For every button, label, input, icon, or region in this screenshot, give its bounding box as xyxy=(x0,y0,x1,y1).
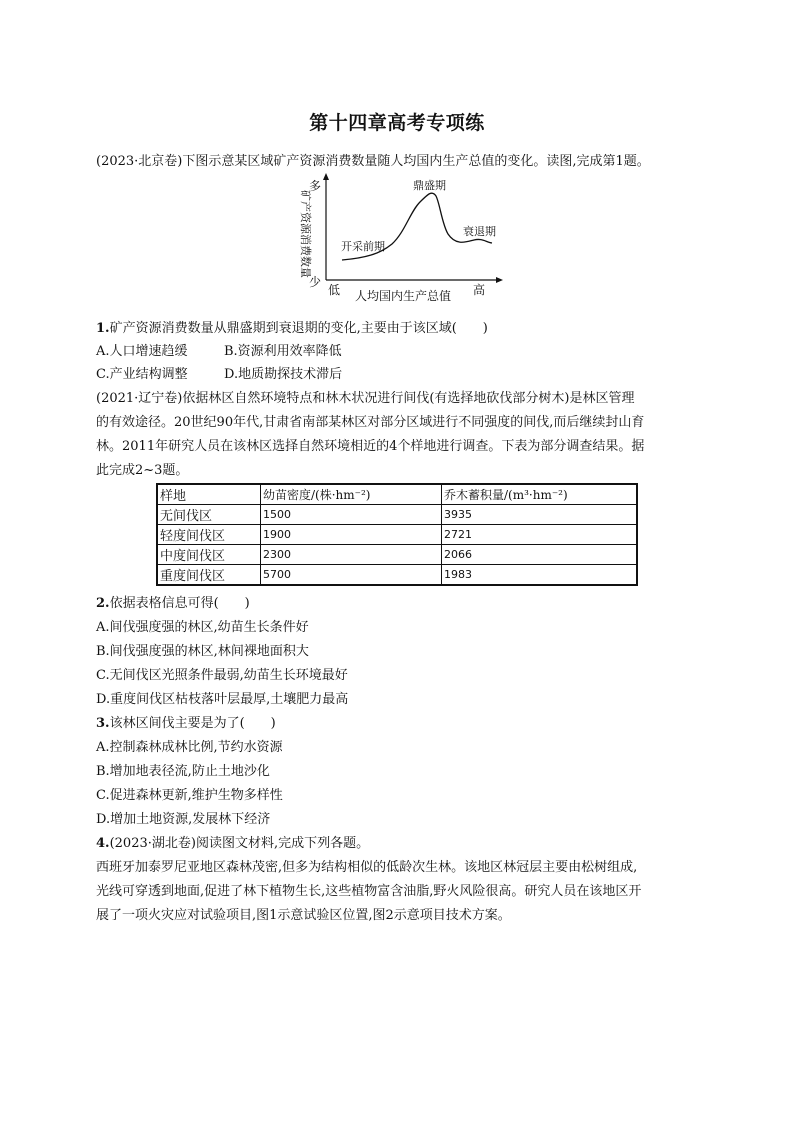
question-4 xyxy=(96,832,369,851)
table-cell-site: 轻度间伐区 xyxy=(157,525,261,545)
intro-q2-3-line-1: (2021·辽宁卷)依据林区自然环境特点和林木状况进行间伐(有选择地砍伐部分树木)是林区管理 xyxy=(96,391,635,406)
question-3 xyxy=(96,712,276,731)
table-header-seedling: 幼苗密度/(株·hm⁻²) xyxy=(261,484,442,505)
question-4-stem: (2023·湖北卷)阅读图文材料,完成下列各题。 xyxy=(109,836,370,851)
table-cell-seedling: 1900 xyxy=(261,525,442,545)
chart-label-stage3: 衰退期 xyxy=(463,225,496,238)
q3-option-c[interactable]: C.促进森林更新,维护生物多样性 xyxy=(96,788,283,803)
q3-option-d[interactable]: D.增加土地资源,发展林下经济 xyxy=(96,812,271,827)
q2-option-a[interactable]: A.间伐强度强的林区,幼苗生长条件好 xyxy=(96,620,309,635)
chart-y-arrow xyxy=(323,173,329,180)
q3-option-a[interactable]: A.控制森林成林比例,节约水资源 xyxy=(96,740,283,755)
question-3-stem: 该林区间伐主要是为了( ) xyxy=(109,716,276,731)
q1-option-a[interactable]: A.人口增速趋缓 xyxy=(96,344,188,359)
chart-xlabel: 人均国内生产总值 xyxy=(355,289,452,303)
question-4-number: 4. xyxy=(96,836,110,851)
q1-options-row-1 xyxy=(96,340,342,359)
question-3-number: 3. xyxy=(96,716,110,731)
table-cell-seedling: 5700 xyxy=(261,565,442,586)
table-header-row xyxy=(157,484,637,505)
table-row xyxy=(157,545,637,565)
question-2-number: 2. xyxy=(96,596,110,611)
chart-label-stage2: 鼎盛期 xyxy=(413,179,446,192)
table-cell-seedling: 1500 xyxy=(261,505,442,525)
q4-passage-line-1: 西班牙加泰罗尼亚地区森林茂密,但多为结构相似的低龄次生林。该地区林冠层主要由松树组成, xyxy=(96,860,638,875)
question-2 xyxy=(96,592,250,611)
table-cell-volume: 3935 xyxy=(442,505,638,525)
q2-option-c[interactable]: C.无间伐区光照条件最弱,幼苗生长环境最好 xyxy=(96,668,348,683)
q4-passage-line-3: 展了一项火灾应对试验项目,图1示意试验区位置,图2示意项目技术方案。 xyxy=(96,908,511,923)
intro-q2-3-line-2: 的有效途径。20世纪90年代,甘肃省南部某林区对部分区域进行不同强度的间伐,而后继续封山育 xyxy=(96,415,645,430)
chart-label-stage1: 开采前期 xyxy=(341,240,385,253)
q1-option-d[interactable]: D.地质勘探技术滞后 xyxy=(224,367,343,382)
intro-q2-3-line-4: 此完成2~3题。 xyxy=(96,463,189,478)
table-cell-volume: 2066 xyxy=(442,545,638,565)
question-1 xyxy=(96,317,488,336)
q1-option-c[interactable]: C.产业结构调整 xyxy=(96,367,188,382)
chart-y-high: 多 xyxy=(309,179,322,193)
table-row xyxy=(157,565,637,586)
q1-options-row-2 xyxy=(96,363,342,382)
q4-passage-line-2: 光线可穿透到地面,促进了林下植物生长,这些植物富含油脂,野火风险很高。研究人员在该地区开 xyxy=(96,884,642,899)
chart-x-low: 低 xyxy=(328,283,341,297)
table-row xyxy=(157,505,637,525)
chart-ylabel: 矿产资源消费数量 xyxy=(299,190,312,278)
page-title: 第十四章高考专项练 xyxy=(309,112,485,134)
table-cell-site: 中度间伐区 xyxy=(157,545,261,565)
question-1-stem: 矿产资源消费数量从鼎盛期到衰退期的变化,主要由于该区域( ) xyxy=(109,321,488,336)
table-cell-volume: 1983 xyxy=(442,565,638,586)
chart-x-high: 高 xyxy=(473,283,486,297)
chart-y-low: 少 xyxy=(309,275,322,289)
chart-x-arrow xyxy=(496,277,503,283)
table-cell-seedling: 2300 xyxy=(261,545,442,565)
table-header-site: 样地 xyxy=(157,484,261,505)
table-cell-volume: 2721 xyxy=(442,525,638,545)
intro-q1: (2023·北京卷)下图示意某区域矿产资源消费数量随人均国内生产总值的变化。读图,完成第1题。 xyxy=(96,154,650,169)
question-1-number: 1. xyxy=(96,321,110,336)
table-row xyxy=(157,525,637,545)
table-header-volume: 乔木蓄积量/(m³·hm⁻²) xyxy=(442,484,638,505)
intro-q2-3-line-3: 林。2011年研究人员在该林区选择自然环境相近的4个样地进行调查。下表为部分调查结果。据 xyxy=(96,439,645,454)
table-cell-site: 重度间伐区 xyxy=(157,565,261,586)
survey-table xyxy=(156,483,638,586)
q2-option-b[interactable]: B.间伐强度强的林区,林间裸地面积大 xyxy=(96,644,309,659)
q3-option-b[interactable]: B.增加地表径流,防止土地沙化 xyxy=(96,764,270,779)
consumption-line-chart xyxy=(280,172,510,304)
q2-option-d[interactable]: D.重度间伐区枯枝落叶层最厚,土壤肥力最高 xyxy=(96,692,349,707)
q1-option-b[interactable]: B.资源利用效率降低 xyxy=(224,344,342,359)
table-cell-site: 无间伐区 xyxy=(157,505,261,525)
question-2-stem: 依据表格信息可得( ) xyxy=(109,596,250,611)
